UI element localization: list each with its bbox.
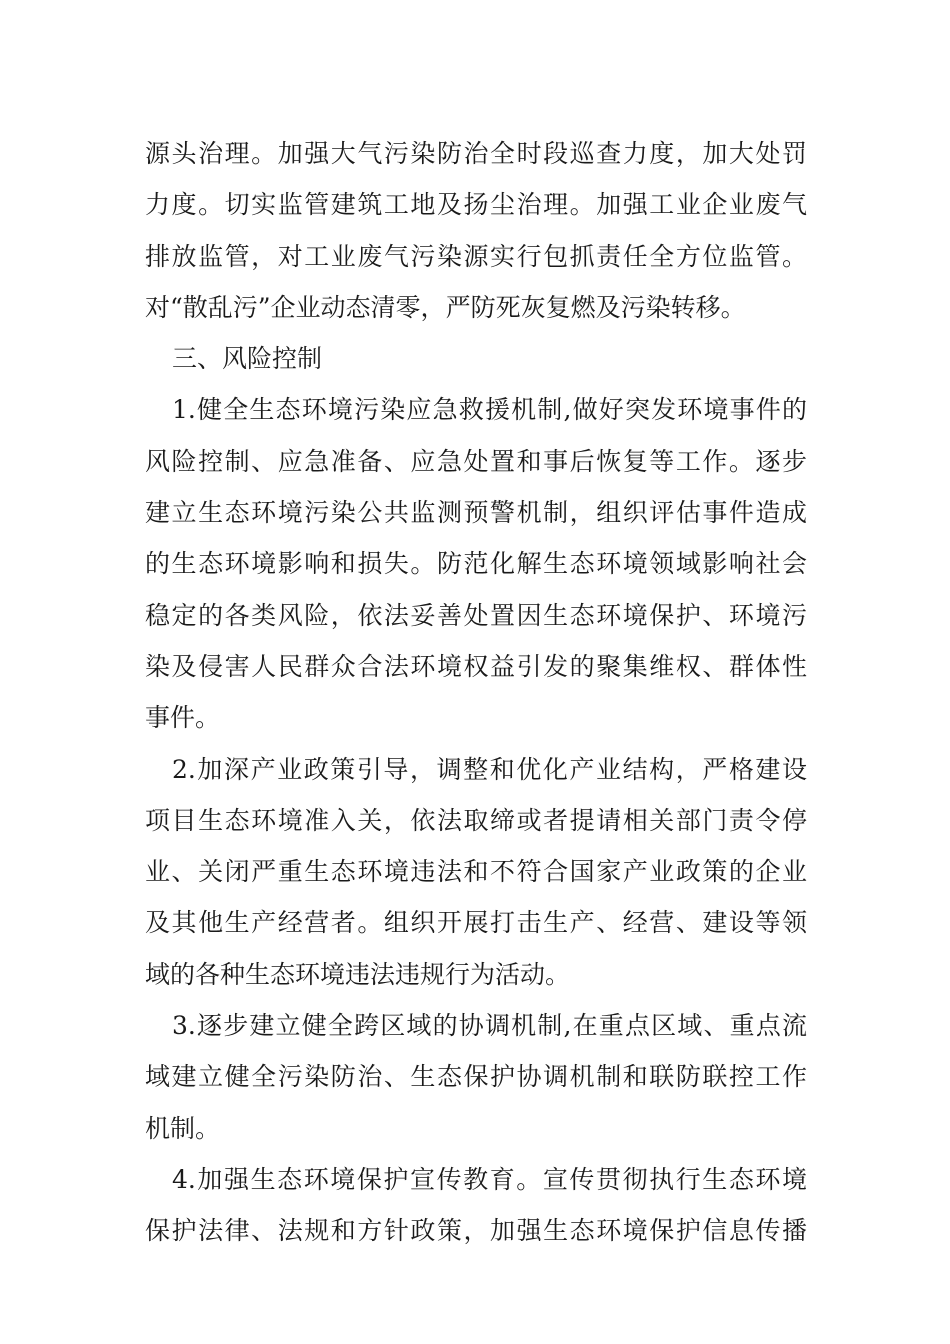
- text-line: 3.逐步建立健全跨区域的协调机制,在重点区域、重点流: [172, 1011, 807, 1041]
- text-line: 稳定的各类风险，依法妥善处置因生态环境保护、环境污: [145, 600, 807, 630]
- list-item-2: [145, 744, 807, 1000]
- paragraph-source-governance: [145, 128, 807, 333]
- text-line: 建立生态环境污染公共监测预警机制，组织评估事件造成: [145, 498, 807, 528]
- text-line: 染及侵害人民群众合法环境权益引发的聚集维权、群体性: [145, 651, 807, 681]
- text-line: 源头治理。加强大气污染防治全时段巡查力度，加大处罚: [145, 139, 807, 168]
- list-item-1: [145, 384, 807, 743]
- section-heading-risk-control: [145, 333, 807, 384]
- text-line: 对“散乱污”企业动态清零，严防死灰复燃及污染转移。: [145, 292, 746, 322]
- text-line: 项目生态环境准入关，依法取缔或者提请相关部门责令停: [145, 805, 807, 835]
- text-line: 及其他生产经营者。组织开展打击生产、经营、建设等领: [145, 908, 807, 938]
- list-item-4: [145, 1154, 807, 1257]
- text-line: 排放监管，对工业废气污染源实行包抓责任全方位监管。: [145, 241, 807, 271]
- text-line: 2.加深产业政策引导，调整和优化产业结构，严格建设: [172, 754, 807, 784]
- text-line: 域的各种生态环境违法违规行为活动。: [145, 959, 571, 989]
- text-line: 力度。切实监管建筑工地及扬尘治理。加强工业企业废气: [145, 190, 807, 220]
- text-line: 的生态环境影响和损失。防范化解生态环境领域影响社会: [145, 549, 807, 579]
- section-heading: 三、风险控制: [172, 344, 323, 374]
- text-line: 业、关闭严重生态环境违法和不符合国家产业政策的企业: [145, 857, 807, 887]
- text-line: 域建立健全污染防治、生态保护协调机制和联防联控工作: [145, 1062, 807, 1092]
- text-line: 事件。: [145, 703, 221, 733]
- text-line: 1.健全生态环境污染应急救援机制,做好突发环境事件的: [172, 395, 807, 425]
- text-line: 4.加强生态环境保护宣传教育。宣传贯彻执行生态环境: [172, 1164, 807, 1194]
- document-body: [145, 128, 807, 1257]
- text-line: 保护法律、法规和方针政策，加强生态环境保护信息传播: [145, 1216, 807, 1246]
- text-line: 风险控制、应急准备、应急处置和事后恢复等工作。逐步: [145, 446, 807, 476]
- text-line: 机制。: [145, 1113, 221, 1143]
- list-item-3: [145, 1000, 807, 1154]
